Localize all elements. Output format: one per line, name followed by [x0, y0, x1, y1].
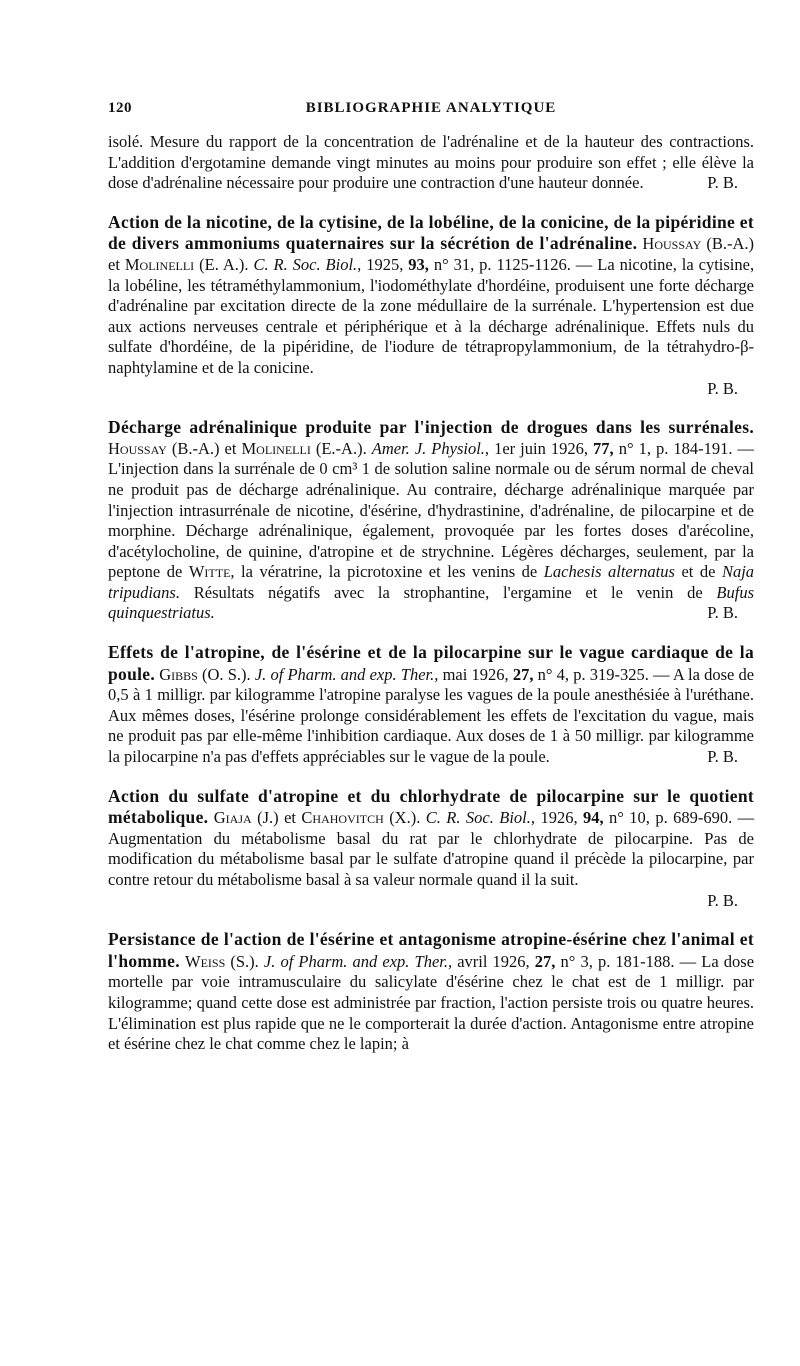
author-initials: (B.-A.): [706, 234, 755, 254]
issue-pages: n° 4, p. 319-325. —: [537, 664, 670, 684]
species-name: Bufus quinquestriatus.: [108, 582, 755, 623]
author-name: Molinelli: [124, 254, 195, 274]
signature: P. B.: [707, 378, 738, 398]
volume: 94,: [583, 808, 604, 828]
abstract-text: La dose mortelle par voie intramusculaire du salicylate d'ésérine chez le chat est de 1 milligr. par kilogramme; quand cette dose est administrée par fraction, l'action persiste trois ou quatre heures. L'élimination est plus rapide que ne le comporterait la durée d'action. Antagonisme entre atropine et ésérine chez le chat comme chez le lapin; à: [108, 951, 755, 1054]
abstract-text: Augmentation du métabolisme basal du rat par le chlorhydrate de pilocarpine. Pas de modification du métabolisme basal par le sulfate d'atropine quand il précède la pilocarpine, par contre retour du métabolisme basal à sa valeur normale quand il la suit.: [108, 828, 754, 889]
continuation-text: isolé. Mesure du rapport de la concentration de l'adrénaline et de la hauteur des contractions. L'addition d'ergotamine demande vingt minutes au moins pour produire son effet ; elle élève la dose d'adrénaline nécessaire pour produire une contraction d'une hauteur donnée.: [108, 132, 754, 193]
author-initials: (E. A.).: [199, 254, 249, 274]
author-initials: (O. S.).: [202, 664, 251, 684]
journal-name: J. of Pharm. and exp. Ther.,: [263, 951, 453, 971]
abstract-text: la vératrine, la picrotoxine et les venins de: [241, 562, 538, 582]
author-name: Houssay: [642, 234, 702, 254]
author-name: Gibbs: [159, 664, 198, 684]
running-head: [108, 100, 754, 120]
abstract-text: L'injection dans la surrénale de 0 cm³ 1 de solution saline normale ou de sérum normal de cheval ne produit pas de décharge adrénalinique. Au contraire, décharge adrénalinique marquée par l'injection intrasurrénale de nicotine, d'ésérine, d'hydrastinine, d'adrénaline, de pilocarpine et de morphine. Décharge adrénalinique, également, provoquée par les fortes doses d'arécoline, d'acétylocholine, de quinine, d'atropine et de strychnine. Légères décharges, seulement, par la peptone de: [108, 459, 754, 582]
author-name: Witte,: [188, 562, 235, 582]
date: mai 1926,: [442, 664, 509, 684]
continuation-paragraph: [108, 132, 754, 194]
journal-name: J. of Pharm. and exp. Ther.,: [254, 664, 439, 684]
bibliography-entry: [108, 212, 754, 399]
journal-name: Amer. J. Physiol.,: [371, 438, 490, 458]
entry-title: Action de la nicotine, de la cytisine, de la lobéline, de la conicine, de la pipéridine et de divers ammoniums quaternaires sur la sécrétion de l'adrénaline.: [108, 211, 754, 254]
journal-name: C. R. Soc. Biol.,: [425, 808, 536, 828]
signature: P. B.: [707, 603, 738, 623]
species-name: Naja tripudians.: [108, 562, 755, 602]
year: 1925,: [366, 254, 404, 274]
journal-name: C. R. Soc. Biol.,: [253, 254, 362, 274]
conjunction: et: [284, 808, 296, 828]
author-initials: (J.): [257, 808, 279, 828]
signature: P. B.: [707, 173, 738, 193]
running-title: BIBLIOGRAPHIE ANALYTIQUE: [305, 100, 557, 116]
abstract-text: et de: [681, 562, 716, 582]
species-name: Lachesis alternatus: [543, 562, 675, 582]
author-initials: (B.-A.): [171, 438, 220, 458]
author-name: Molinelli: [241, 438, 311, 458]
volume: 77,: [593, 438, 614, 458]
abstract-text: La nicotine, la cytisine, la lobéline, les tétraméthylammonium, l'iodométhylate d'hordéine, produisent une forte décharge d'adrénaline par excitation directe de la zone médullaire de la surrénale. L'hypertension est due aux actions nerveuses centrale et périphérique et à la décharge adrénalinique. Effets nuls du sulfate d'hordéine, de la pipéridine, de l'iodure de tétrapropylammonium, de la tétrahydro-β-naphtylamine et de la conicine.: [108, 254, 755, 377]
bibliography-entry: [108, 786, 754, 912]
author-name: Giaja: [213, 808, 252, 828]
author-name: Houssay: [108, 438, 167, 458]
signature: P. B.: [707, 890, 738, 910]
author-name: Weiss: [185, 951, 226, 971]
year: 1926,: [540, 808, 578, 828]
conjunction: et: [108, 254, 120, 274]
entry-title: Persistance de l'action de l'ésérine et antagonisme atropine-ésérine chez l'animal et l'homme.: [108, 929, 754, 971]
author-name: Chahovitch: [301, 808, 384, 828]
entry-title: Décharge adrénalinique produite par l'injection de drogues dans les surrénales.: [108, 417, 754, 438]
signature: P. B.: [707, 747, 738, 767]
author-initials: (S.).: [230, 951, 259, 971]
abstract-text: A la dose de 0,5 à 1 milligr. par kilogramme l'atropine paralyse les vagues de la poule anesthésiée à l'uréthane. Aux mêmes doses, l'ésérine prolonge considérablement les effets de l'excitation du vague, mais ne produit pas par elle-même l'inhibition cardiaque. Aux doses de 1 à 50 milligr. par kilogramme la pilocarpine n'a pas d'effets appréciables sur le vague de la poule.: [108, 664, 755, 767]
entry-title: Effets de l'atropine, de l'ésérine et de la pilocarpine sur le vague cardiaque de la poule.: [108, 642, 754, 684]
bibliography-entry: [108, 417, 754, 624]
volume: 27,: [534, 951, 556, 971]
page-body: [108, 100, 754, 1055]
issue-pages: n° 31, p. 1125-1126. —: [433, 254, 593, 274]
issue-pages: n° 10, p. 689-690. —: [609, 808, 755, 828]
entry-title: Action du sulfate d'atropine et du chlorhydrate de pilocarpine sur le quotient métabolique.: [108, 785, 754, 828]
issue-pages: n° 3, p. 181-188. —: [560, 951, 697, 971]
date: 1er juin 1926,: [494, 438, 588, 458]
issue-pages: n° 1, p. 184-191. —: [618, 438, 755, 458]
abstract-text: Résultats négatifs avec la strophantine, l'ergamine et le venin de: [193, 582, 703, 602]
page-number: 120: [108, 100, 132, 116]
author-initials: (E.-A.).: [315, 438, 367, 458]
author-initials: (X.).: [389, 808, 421, 828]
date: avril 1926,: [457, 951, 530, 971]
volume: 27,: [512, 664, 534, 684]
volume: 93,: [408, 254, 429, 274]
bibliography-entry: [108, 642, 754, 768]
bibliography-entry: [108, 929, 754, 1055]
conjunction: et: [224, 438, 237, 458]
